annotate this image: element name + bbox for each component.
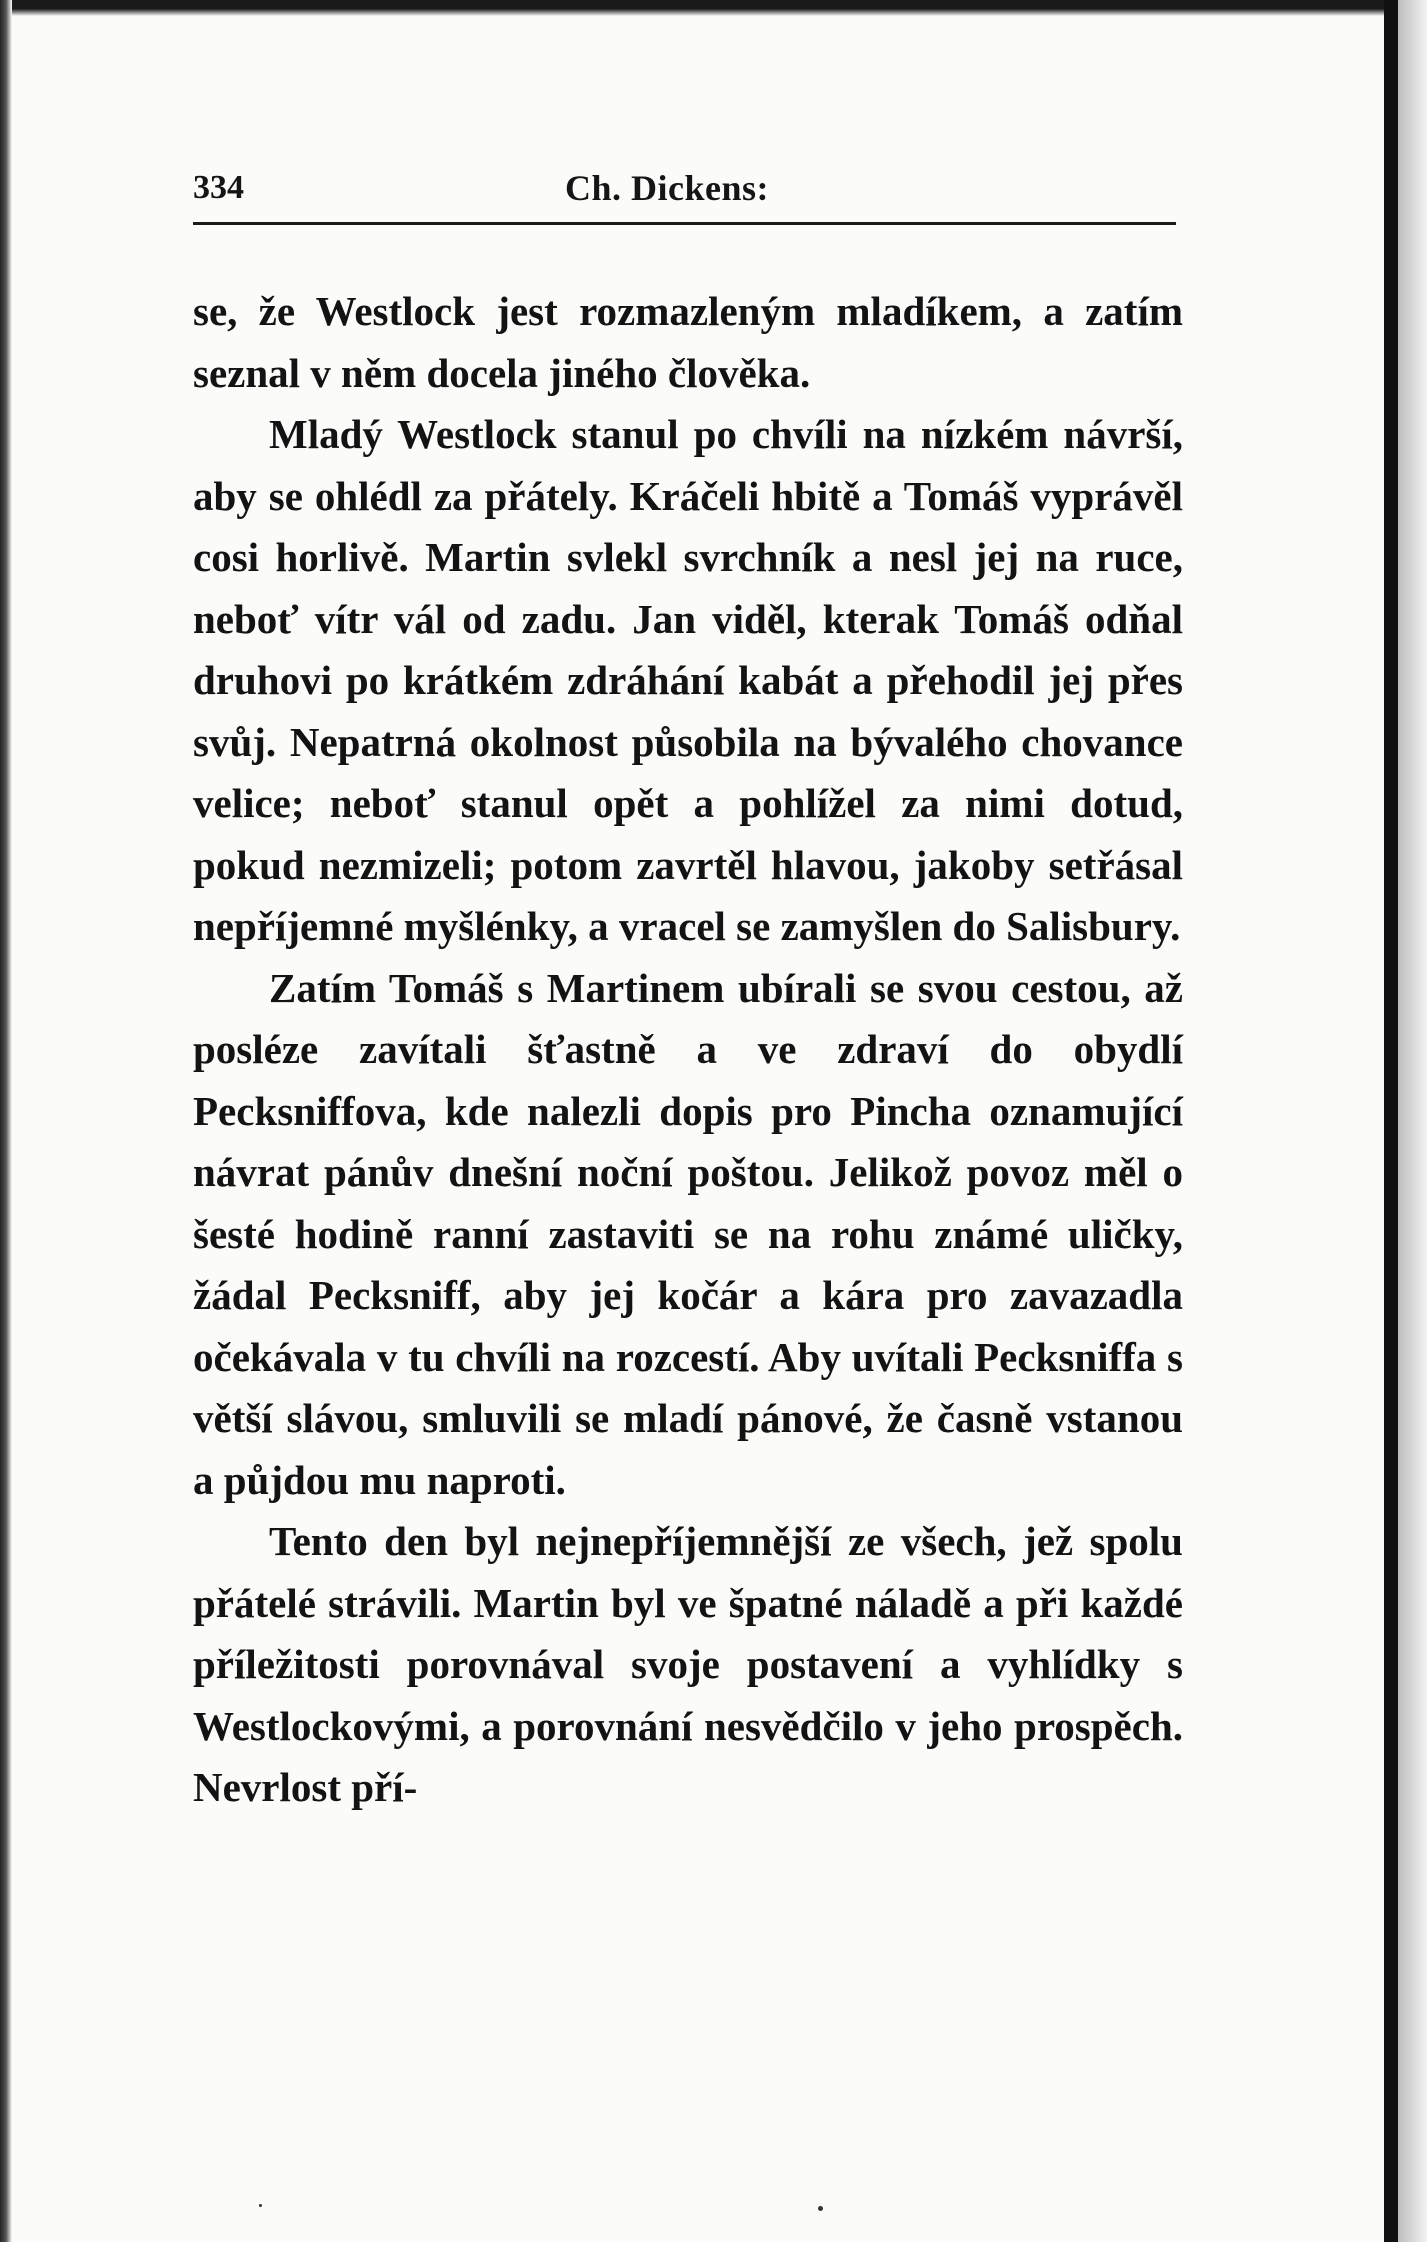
page-number: 334 [193, 169, 244, 206]
scan-border-left [0, 0, 12, 2242]
header-title: Ch. Dickens: [565, 168, 770, 208]
scan-speck [259, 2204, 262, 2207]
paragraph: Mladý Westlock stanul po chvíli na nízkém návrší, aby se ohlédl za přátely. Kráčeli hbitě a Tomáš vyprávěl cosi horlivě. Martin svlekl svrchník a nesl jej na ruce, neboť vítr vál od zadu. Jan viděl, kterak Tomáš odňal druhovi po krátkém zdráhání kabát a přehodil jej přes svůj. Nepatrná okolnost působila na bývalého chovance velice; neboť stanul opět a pohlížel za nimi dotud, pokud nezmizeli; potom zavrtěl hlavou, jakoby setřásal nepříjemné myšlénky, a vracel se zamyšlen do Salisbury. [193, 411, 1183, 949]
running-head [193, 160, 1176, 216]
scan-margin-right [1398, 0, 1427, 2242]
paragraph: Tento den byl nejnepříjemnější ze všech, jež spolu přátelé strávili. Martin byl ve špatné náladě a při každé příležitosti porovnával svoje postavení a vyhlídky s Westlockovými, a porovnání nesvědčilo v jeho prospěch. Nevrlost pří- [193, 1518, 1183, 1810]
scan-speck [818, 2206, 823, 2211]
scan-border-top [0, 0, 1427, 16]
scan-border-right [1384, 0, 1398, 2242]
paragraph: se, že Westlock jest rozmazleným mladíkem, a zatím seznal v něm docela jiného člověka. [193, 288, 1183, 396]
header-rule [193, 222, 1176, 225]
body-text [193, 281, 1183, 1819]
paragraph: Zatím Tomáš s Martinem ubírali se svou cestou, až posléze zavítali šťastně a ve zdraví do obydlí Pecksniffova, kde nalezli dopis pro Pincha oznamující návrat pánův dnešní noční poštou. Jelikož povoz měl o šesté hodině ranní zastaviti se na rohu známé uličky, žádal Pecksniff, aby jej kočár a kára pro zavazadla očekávala v tu chvíli na rozcestí. Aby uvítali Pecksniffa s větší slávou, smluvili se mladí pánové, že časně vstanou a půjdou mu naproti. [193, 964, 1183, 1503]
